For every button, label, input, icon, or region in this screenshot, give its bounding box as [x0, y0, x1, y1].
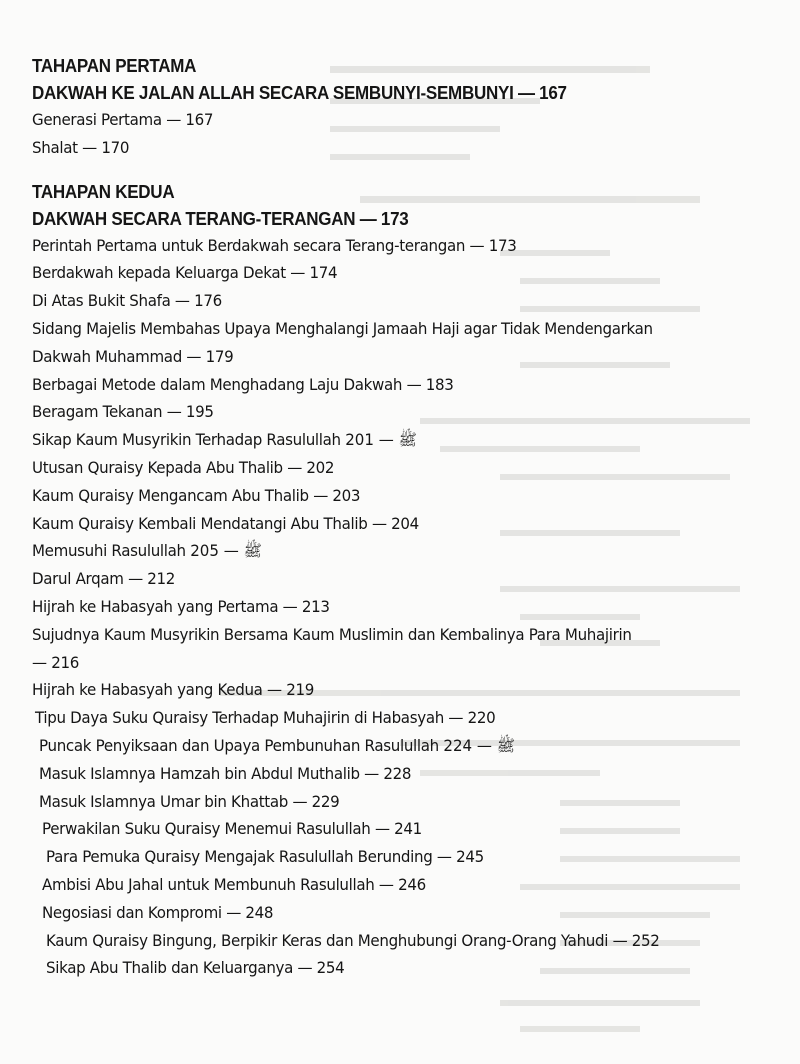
toc-entry: Sujudnya Kaum Musyrikin Bersama Kaum Muslimin dan Kembalinya Para Muhajirin — [32, 624, 632, 644]
section-subtitle: DAKWAH KE JALAN ALLAH SECARA SEMBUNYI-SEMBUNYI — 167 — [32, 82, 567, 103]
toc-entry: Puncak Penyiksaan dan Upaya Pembunuhan Rasulullah ﷺ — 224 — [39, 735, 515, 755]
section-title: TAHAPAN KEDUA — [32, 180, 175, 202]
table-of-contents-page — [32, 52, 772, 982]
toc-entry: Ambisi Abu Jahal untuk Membunuh Rasulullah — 246 — [42, 874, 426, 894]
toc-entry: Memusuhi Rasulullah ﷺ — 205 — [32, 541, 262, 561]
toc-entry: Tipu Daya Suku Quraisy Terhadap Muhajirin di Habasyah — 220 — [35, 708, 496, 728]
toc-entry: — 216 — [32, 652, 79, 672]
toc-entry: Kaum Quraisy Kembali Mendatangi Abu Thalib — 204 — [32, 513, 419, 533]
toc-entry: Berbagai Metode dalam Menghadang Laju Dakwah — 183 — [32, 374, 454, 394]
toc-entry: Para Pemuka Quraisy Mengajak Rasulullah Berunding — 245 — [46, 847, 484, 867]
section-first-stage — [32, 52, 772, 162]
toc-entry: Perintah Pertama untuk Berdakwah secara Terang-terangan — 173 — [32, 235, 517, 255]
section-spacer — [32, 162, 772, 178]
toc-entry: Negosiasi dan Kompromi — 248 — [42, 902, 274, 922]
toc-entry: Kaum Quraisy Bingung, Berpikir Keras dan Menghubungi Orang-Orang Yahudi — 252 — [46, 930, 660, 950]
section-second-stage — [32, 178, 772, 983]
toc-entry: Sikap Abu Thalib dan Keluarganya — 254 — [46, 958, 345, 978]
toc-entry: Kaum Quraisy Mengancam Abu Thalib — 203 — [32, 485, 361, 505]
toc-entry: Masuk Islamnya Umar bin Khattab — 229 — [39, 791, 340, 811]
toc-entry: Sikap Kaum Musyrikin Terhadap Rasulullah ﷺ — 201 — [32, 430, 417, 450]
toc-entry: Generasi Pertama — 167 — [32, 110, 214, 129]
toc-entry: Perwakilan Suku Quraisy Menemui Rasulullah — 241 — [42, 819, 422, 839]
toc-entry: Dakwah Muhammad — 179 — [32, 346, 234, 366]
toc-entry: Berdakwah kepada Keluarga Dekat — 174 — [32, 263, 338, 283]
section-subtitle: DAKWAH SECARA TERANG-TERANGAN — 173 — [32, 207, 409, 229]
toc-entry: Hijrah ke Habasyah yang Pertama — 213 — [32, 596, 330, 616]
toc-entry: Shalat — 170 — [32, 137, 130, 157]
toc-entry: Utusan Quraisy Kepada Abu Thalib — 202 — [32, 457, 335, 477]
toc-entry: Hijrah ke Habasyah yang Kedua — 219 — [32, 680, 314, 700]
section-title: TAHAPAN PERTAMA — [32, 55, 197, 76]
toc-entry: Sidang Majelis Membahas Upaya Menghalangi Jamaah Haji agar Tidak Mendengarkan — [32, 318, 653, 338]
toc-entry: Beragam Tekanan — 195 — [32, 402, 214, 422]
toc-entry: Masuk Islamnya Hamzah bin Abdul Muthalib — 228 — [39, 763, 412, 783]
toc-entry: Di Atas Bukit Shafa — 176 — [32, 291, 222, 311]
toc-entry: Darul Arqam — 212 — [32, 569, 176, 589]
